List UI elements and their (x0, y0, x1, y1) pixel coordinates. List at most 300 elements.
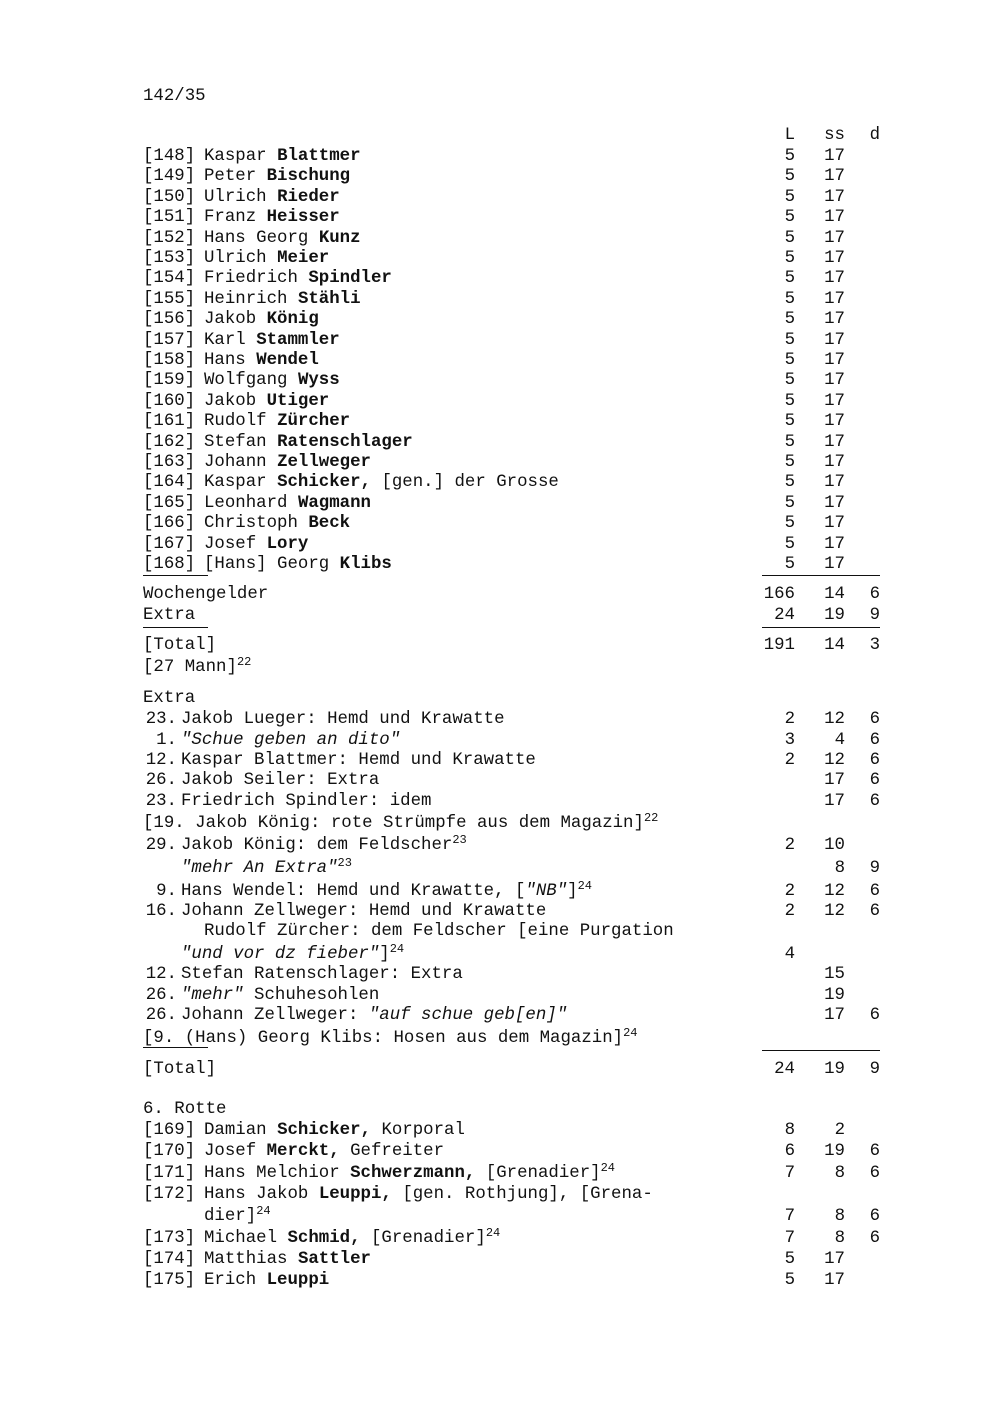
item-day: 1. (156, 731, 177, 750)
roster-name (204, 391, 329, 413)
footnote-marker: 24 (577, 879, 592, 893)
roster-entry (0, 166, 1000, 188)
item-plain: Jakob König: dem Feldscher (181, 836, 453, 855)
roster-name (204, 330, 340, 352)
amount-ss: 17 (824, 555, 845, 574)
item-day: 23. (145, 792, 177, 811)
extra-item (0, 944, 1000, 966)
surname: Heisser (266, 208, 340, 228)
roster-name (204, 146, 361, 168)
amount-L: 5 (784, 330, 795, 350)
rotte-heading (0, 1099, 1000, 1121)
item-quote: "auf schue geb[en]" (368, 1006, 568, 1025)
roster-name (204, 472, 559, 494)
roster-entry (0, 513, 1000, 535)
item-day: 12. (145, 751, 177, 770)
surname: Wyss (297, 371, 340, 391)
amount-ss: 12 (824, 751, 845, 770)
surname: Zellweger (277, 453, 371, 472)
item-text (181, 791, 431, 813)
roster-entry (0, 207, 1000, 229)
extra-item (0, 901, 1000, 923)
amount-ss: 8 (834, 859, 845, 878)
amount-d: 6 (869, 792, 880, 811)
roster-ref: [154] (143, 269, 196, 289)
continuation-text: Rudolf Zürcher: dem Feldscher [eine Purgation (204, 922, 674, 941)
item-plain: Kaspar Blattmer: Hemd und Krawatte (181, 751, 536, 770)
roster-name (204, 309, 319, 331)
roster-name (204, 554, 392, 576)
roster-entry (0, 1120, 1000, 1142)
surname: Stähli (297, 289, 361, 309)
roster-ref: [167] (143, 534, 196, 554)
item-text (181, 835, 467, 857)
given-name: Stefan (204, 432, 267, 452)
roster-name (204, 534, 308, 556)
extra-item (0, 750, 1000, 772)
item-after: ] (567, 882, 578, 901)
amount-ss: 10 (824, 836, 845, 855)
roster-entry (0, 370, 1000, 392)
roster-name (204, 268, 392, 290)
item-plain: Johann Zellweger: Hemd und Krawatte (181, 902, 547, 921)
extra-heading (0, 688, 1000, 710)
roster-entry (0, 493, 1000, 515)
amount-ss: 17 (824, 147, 845, 166)
extra-item (0, 1005, 1000, 1027)
roster-ref: [160] (143, 391, 196, 411)
given-name: Hans Georg (204, 228, 309, 248)
continuation-text: dier] (204, 1207, 257, 1226)
amount-d: 9 (869, 859, 880, 878)
amount-ss: 19 (824, 986, 845, 1005)
surname: Stammler (256, 330, 340, 350)
roster-name (204, 207, 340, 229)
surname: Kunz (318, 228, 361, 248)
amount-ss: 17 (824, 473, 845, 493)
item-day: 29. (145, 836, 177, 855)
amount-ss: 17 (824, 391, 845, 411)
roster-name (204, 187, 340, 209)
sum-rule (762, 575, 880, 576)
roster-ref: [162] (143, 432, 196, 452)
roster-name (204, 166, 350, 188)
given-name: Wolfgang (204, 371, 288, 391)
given-name: Heinrich (204, 289, 288, 309)
given-name: Hans Jakob (204, 1185, 309, 1204)
amount-d: 6 (869, 1142, 880, 1161)
roster-ref: [148] (143, 147, 196, 166)
total-label: [Total] (143, 1060, 217, 1079)
surname: Leuppi (266, 1271, 330, 1290)
extra-bracket-entry (143, 813, 658, 835)
amount-ss: 14 (824, 585, 845, 604)
roster-ref: [163] (143, 453, 196, 472)
given-name: Johann (204, 453, 267, 472)
roster-entry (0, 228, 1000, 250)
amount-ss: 17 (824, 167, 845, 187)
continuation-line (181, 858, 352, 880)
surname: Schwerzmann, (350, 1164, 476, 1183)
roster-entry (0, 268, 1000, 290)
roster-ref: [171] (143, 1164, 196, 1183)
surname: Zürcher (277, 412, 351, 432)
amount-L: 5 (784, 228, 795, 248)
footnote-marker: 23 (337, 856, 352, 870)
amount-d: 6 (869, 731, 880, 750)
amount-d: 6 (869, 771, 880, 790)
amount-ss: 8 (834, 1207, 845, 1226)
amount-L: 5 (784, 371, 795, 391)
roster-name (204, 452, 371, 474)
roster-entry (0, 432, 1000, 454)
given-name: Karl (204, 330, 246, 350)
roster-name (204, 248, 329, 270)
roster-ref: [164] (143, 473, 196, 493)
roster-ref: [170] (143, 1142, 196, 1161)
amount-ss: 17 (824, 514, 845, 534)
item-quote: "mehr" (181, 986, 244, 1005)
roster-ref: [156] (143, 310, 196, 330)
amount-ss: 2 (834, 1121, 845, 1140)
amount-d: 9 (869, 606, 880, 625)
given-name: Hans Melchior (204, 1164, 340, 1183)
roster-name (204, 1228, 500, 1250)
continuation-line (204, 921, 674, 943)
extra-item (0, 858, 1000, 880)
extra-item (0, 985, 1000, 1007)
amount-d: 6 (869, 1164, 880, 1183)
amount-ss: 19 (824, 606, 845, 625)
footnote-marker: 24 (389, 942, 405, 956)
footnote-marker: 24 (600, 1161, 615, 1175)
roster-entry (0, 472, 1000, 494)
amount-ss: 4 (834, 731, 845, 750)
roster-entry (0, 146, 1000, 168)
roster-entry (0, 289, 1000, 311)
amount-d: 6 (869, 710, 880, 729)
amount-L: 5 (784, 167, 795, 187)
item-day: 26. (145, 986, 177, 1005)
item-text (181, 901, 546, 923)
item-day: 26. (145, 1006, 177, 1025)
roster-ref: [169] (143, 1121, 196, 1140)
item-plain: Jakob Lueger: Hemd und Krawatte (181, 710, 505, 729)
item-plain: Hans Wendel: Hemd und Krawatte, [ (181, 882, 526, 901)
extra-heading-text: Extra (143, 689, 196, 708)
roster-ref: [173] (143, 1229, 196, 1248)
amount-L: 5 (784, 412, 795, 432)
roster-name (204, 370, 340, 392)
amount-ss: 17 (824, 289, 845, 309)
amount-L: 191 (763, 636, 795, 655)
surname: Utiger (266, 391, 330, 411)
amount-ss: 17 (824, 310, 845, 330)
extra-item (0, 881, 1000, 903)
amount-d: 9 (869, 1060, 880, 1079)
underline-rule (143, 627, 208, 628)
amount-d: 3 (869, 636, 880, 655)
roster-name (204, 289, 361, 311)
amount-L: 5 (784, 493, 795, 513)
roster-ref: [158] (143, 351, 196, 370)
item-day: 23. (145, 710, 177, 729)
roster-ref: [155] (143, 289, 196, 309)
amount-ss: 12 (824, 882, 845, 901)
roster-entry (0, 534, 1000, 556)
surname: Merckt, (266, 1142, 340, 1161)
surname: Wendel (256, 351, 319, 370)
roster-name (204, 493, 371, 515)
roster-name (204, 1141, 444, 1163)
amount-ss: 17 (824, 269, 845, 289)
footnote-marker: 24 (623, 1026, 638, 1040)
amount-d: 6 (869, 1006, 880, 1025)
surname: Schicker, (277, 473, 371, 493)
sum-rule (762, 627, 880, 628)
given-name: Friedrich (204, 269, 298, 289)
footnote-marker: 23 (452, 833, 467, 847)
amount-d: 6 (869, 902, 880, 921)
roster-name (204, 1184, 653, 1206)
extra-item (0, 921, 1000, 943)
amount-L: 5 (784, 555, 795, 574)
roster-name (204, 432, 413, 454)
surname: Spindler (308, 269, 392, 289)
item-text (181, 709, 505, 731)
roster-ref: [175] (143, 1271, 196, 1290)
amount-L: 5 (784, 514, 795, 534)
roster-entry (0, 350, 1000, 372)
footnote-marker: 22 (236, 655, 252, 669)
amount-ss: 15 (824, 965, 845, 984)
roster-entry (0, 330, 1000, 352)
amount-ss: 17 (824, 412, 845, 432)
roster-ref: [159] (143, 371, 196, 391)
roster-name (204, 411, 350, 433)
roster-name (204, 1163, 615, 1185)
surname: Bischung (266, 167, 351, 187)
amount-d: 6 (869, 1229, 880, 1248)
roster-entry (0, 411, 1000, 433)
total-row (0, 635, 1000, 657)
item-text (181, 964, 463, 986)
name-suffix: [Grenadier] (485, 1164, 601, 1183)
roster-ref: [153] (143, 249, 196, 268)
header-ss: ss (824, 126, 845, 145)
given-name: Hans (204, 351, 246, 370)
name-suffix: Korporal (381, 1121, 465, 1140)
amount-ss: 17 (824, 792, 845, 811)
subtotal-row (0, 605, 1000, 627)
amount-L: 7 (784, 1164, 795, 1183)
roster-entry (0, 452, 1000, 474)
underline-rule (143, 1047, 208, 1048)
extra-item (0, 835, 1000, 857)
roster-entry (0, 1249, 1000, 1271)
amount-L: 5 (784, 1271, 795, 1290)
given-name: [Hans] Georg (204, 555, 330, 574)
amount-L: 2 (784, 751, 795, 770)
amount-ss: 17 (824, 453, 845, 472)
amount-ss: 17 (824, 1271, 845, 1290)
given-name: Leonhard (204, 493, 288, 513)
continuation-line (181, 944, 404, 966)
amount-ss: 17 (824, 249, 845, 268)
amount-ss: 17 (824, 534, 845, 554)
item-after: Schuhesohlen (243, 986, 380, 1005)
roster-entry (0, 1184, 1000, 1206)
roster-entry (0, 1270, 1000, 1292)
roster-name (204, 1270, 329, 1292)
amount-L: 5 (784, 208, 795, 228)
surname: Ratenschlager (277, 432, 413, 452)
surname: Wagmann (297, 493, 371, 513)
subtotal-label: Wochengelder (143, 585, 269, 604)
page-number: 142/35 (143, 87, 206, 106)
amount-L: 2 (784, 902, 795, 921)
footnote-marker: 24 (256, 1204, 271, 1218)
amount-L: 24 (774, 606, 795, 625)
amount-ss: 17 (824, 432, 845, 452)
item-day: 16. (145, 902, 177, 921)
item-text (181, 770, 379, 792)
men-count (0, 657, 1000, 679)
item-day: 26. (145, 771, 177, 790)
roster-name (204, 350, 319, 372)
name-suffix: Gefreiter (350, 1142, 445, 1161)
subtotal-label: Extra (143, 606, 196, 625)
column-headers (0, 125, 1000, 147)
roster-entry (0, 1163, 1000, 1185)
amount-ss: 17 (824, 351, 845, 370)
item-text (181, 1005, 567, 1027)
header-L: L (784, 126, 795, 145)
roster-ref: [172] (143, 1185, 196, 1204)
surname: Schicker, (277, 1121, 371, 1140)
item-quote: "Schue geben an dito" (181, 731, 401, 750)
amount-L: 5 (784, 391, 795, 411)
extra-item (0, 770, 1000, 792)
entry-text: [19. Jakob König: rote Strümpfe aus dem Magazin] (143, 814, 644, 833)
amount-ss: 14 (824, 636, 845, 655)
surname: Schmid, (287, 1229, 361, 1248)
total-label: [Total] (143, 636, 217, 655)
item-text (181, 750, 536, 772)
underline-rule (143, 575, 208, 576)
given-name: Rudolf (204, 412, 267, 432)
amount-ss: 17 (824, 493, 845, 513)
surname: Blattmer (277, 147, 361, 166)
men-count-text (143, 657, 251, 679)
given-name: Jakob (204, 310, 257, 330)
amount-L: 5 (784, 147, 795, 166)
given-name: Kaspar (204, 473, 267, 493)
amount-ss: 17 (824, 1250, 845, 1269)
extra-item (0, 813, 1000, 835)
given-name: Josef (204, 534, 257, 554)
amount-L: 2 (784, 710, 795, 729)
amount-L: 5 (784, 310, 795, 330)
amount-ss: 8 (834, 1164, 845, 1183)
roster-name (204, 1120, 465, 1142)
roster-ref: [149] (143, 167, 196, 187)
roster-entry (0, 1206, 1000, 1228)
subtotal-row (0, 584, 1000, 606)
amount-ss: 17 (824, 330, 845, 350)
amount-L: 5 (784, 534, 795, 554)
footnote-marker: 24 (485, 1226, 501, 1240)
amount-L: 7 (784, 1229, 795, 1248)
amount-ss: 17 (824, 371, 845, 391)
amount-L: 5 (784, 351, 795, 370)
given-name: Damian (204, 1121, 267, 1140)
given-name: Ulrich (204, 187, 267, 207)
given-name: Franz (204, 208, 257, 228)
amount-d: 6 (869, 585, 880, 604)
amount-L: 166 (763, 585, 795, 604)
item-text (181, 985, 379, 1007)
entry-text: [9. (Hans) Georg Klibs: Hosen aus dem Magazin] (143, 1029, 624, 1048)
given-name: Michael (204, 1229, 278, 1248)
amount-ss: 17 (824, 187, 845, 207)
amount-L: 24 (774, 1060, 795, 1079)
extra-item (0, 730, 1000, 752)
item-day: 12. (145, 965, 177, 984)
item-plain: Friedrich Spindler: idem (181, 792, 432, 811)
roster-name (204, 228, 361, 250)
extra-item (0, 791, 1000, 813)
extra-item (0, 709, 1000, 731)
roster-ref: [161] (143, 412, 196, 432)
surname: Sattler (297, 1250, 371, 1269)
roster-ref: [150] (143, 187, 196, 207)
given-name: Christoph (204, 514, 298, 534)
amount-L: 3 (784, 731, 795, 750)
amount-ss: 17 (824, 208, 845, 228)
item-text (181, 730, 400, 752)
amount-L: 7 (784, 1207, 795, 1226)
amount-ss: 17 (824, 1006, 845, 1025)
roster-ref: [168] (143, 555, 196, 574)
given-name: Kaspar (204, 147, 267, 166)
footnote-marker: 22 (643, 811, 659, 825)
total-row (0, 1059, 1000, 1081)
amount-ss: 19 (824, 1142, 845, 1161)
roster-ref: [166] (143, 514, 196, 534)
roster-entry (0, 187, 1000, 209)
item-quote: "NB" (525, 882, 568, 901)
name-suffix: [gen. Rothjung], [Grena- (402, 1185, 653, 1204)
amount-L: 5 (784, 432, 795, 452)
item-plain: Johann Zellweger: (181, 1006, 369, 1025)
item-plain: Jakob Seiler: Extra (181, 771, 380, 790)
extra-item (0, 964, 1000, 986)
given-name: Peter (204, 167, 257, 187)
roster-ref: [157] (143, 330, 196, 350)
men-label: [27 Mann] (143, 658, 237, 677)
amount-L: 2 (784, 882, 795, 901)
amount-d: 6 (869, 882, 880, 901)
surname: Beck (308, 514, 351, 534)
amount-L: 5 (784, 289, 795, 309)
amount-d: 6 (869, 1207, 880, 1226)
extra-bracket-entry (143, 1028, 637, 1050)
amount-ss: 17 (824, 771, 845, 790)
roster-entry (0, 391, 1000, 413)
surname: Rieder (277, 187, 340, 207)
name-suffix: [Grenadier] (371, 1229, 486, 1248)
